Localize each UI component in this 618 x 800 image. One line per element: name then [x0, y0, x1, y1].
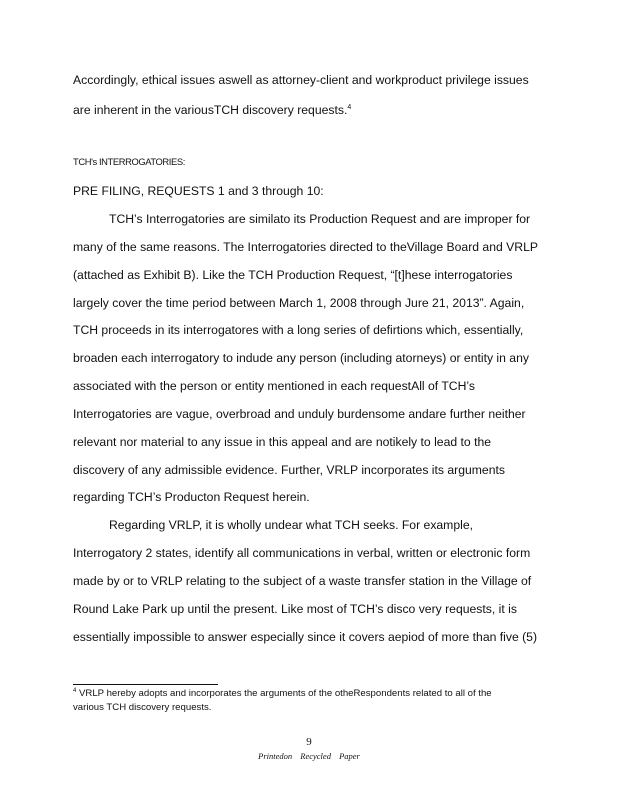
footnote-reference: 4 — [347, 104, 352, 111]
paragraph-2-line: Regarding VRLP, it is wholly undear what TCH seeks. For example, — [109, 518, 473, 532]
paragraph-1-line: (attached as Exhibit B). Like the TCH Production Request, “[t]hese interrogatories — [73, 268, 513, 282]
intro-line-2-text: are inherent in the variousTCH discovery requests. — [73, 103, 348, 117]
paragraph-1-line: TCH’s Interrogatories are similato its Production Request and are improper for — [109, 212, 531, 226]
recycled-paper-note: Printedon Recycled Paper — [258, 751, 360, 761]
footnote-separator — [73, 684, 218, 685]
paragraph-1-line: Interrogatories are vague, overbroad and unduly burdensome andare further neither — [73, 407, 526, 421]
paragraph-1-line: largely cover the time period between March 1, 2008 through Jure 21, 2013”. Again, — [73, 296, 525, 310]
section-heading: TCH's INTERROGATORIES: — [73, 156, 185, 167]
footnote-line-1-text: VRLP hereby adopts and incorporates the arguments of the otheRespondents related to all of the — [76, 688, 492, 699]
footnote-line-1 — [73, 688, 492, 699]
footnote-marker: 4 — [73, 688, 77, 694]
paragraph-1-line: discovery of any admissible evidence. Further, VRLP incorporates its arguments — [73, 463, 505, 477]
paragraph-1-line: broaden each interrogatory to indude any person (including atorneys) or entity in any — [73, 351, 529, 365]
page-number: 9 — [306, 736, 312, 748]
paragraph-1-line: TCH proceeds in its interrogatores with a long series of defirtions which, essentially, — [73, 323, 524, 337]
paragraph-2-line: made by or to VRLP relating to the subject of a waste transfer station in the Village of — [73, 574, 532, 588]
paragraph-2-line: essentially impossible to answer especially since it covers aepiod of more than five (5) — [73, 630, 538, 644]
intro-line-1: Accordingly, ethical issues aswell as attorney-client and workproduct privilege issues — [73, 73, 529, 87]
paragraph-2-line: Round Lake Park up until the present. Like most of TCH’s disco very requests, it is — [73, 602, 517, 616]
section-subheading: PRE FILING, REQUESTS 1 and 3 through 10: — [73, 184, 324, 198]
paragraph-1-line: regarding TCH’s Producton Request herein. — [73, 490, 310, 504]
paragraph-2-line: Interrogatory 2 states, identify all communications in verbal, written or electronic form — [73, 546, 531, 560]
paragraph-1-line: associated with the person or entity mentioned in each requestAll of TCH’s — [73, 379, 475, 393]
footnote-line-2: various TCH discovery requests. — [73, 702, 212, 713]
paragraph-1-line: relevant nor material to any issue in this appeal and are notikely to lead to the — [73, 435, 492, 449]
intro-line-2 — [73, 100, 351, 118]
paragraph-1-line: many of the same reasons. The Interrogatories directed to theVillage Board and VRLP — [73, 240, 538, 254]
